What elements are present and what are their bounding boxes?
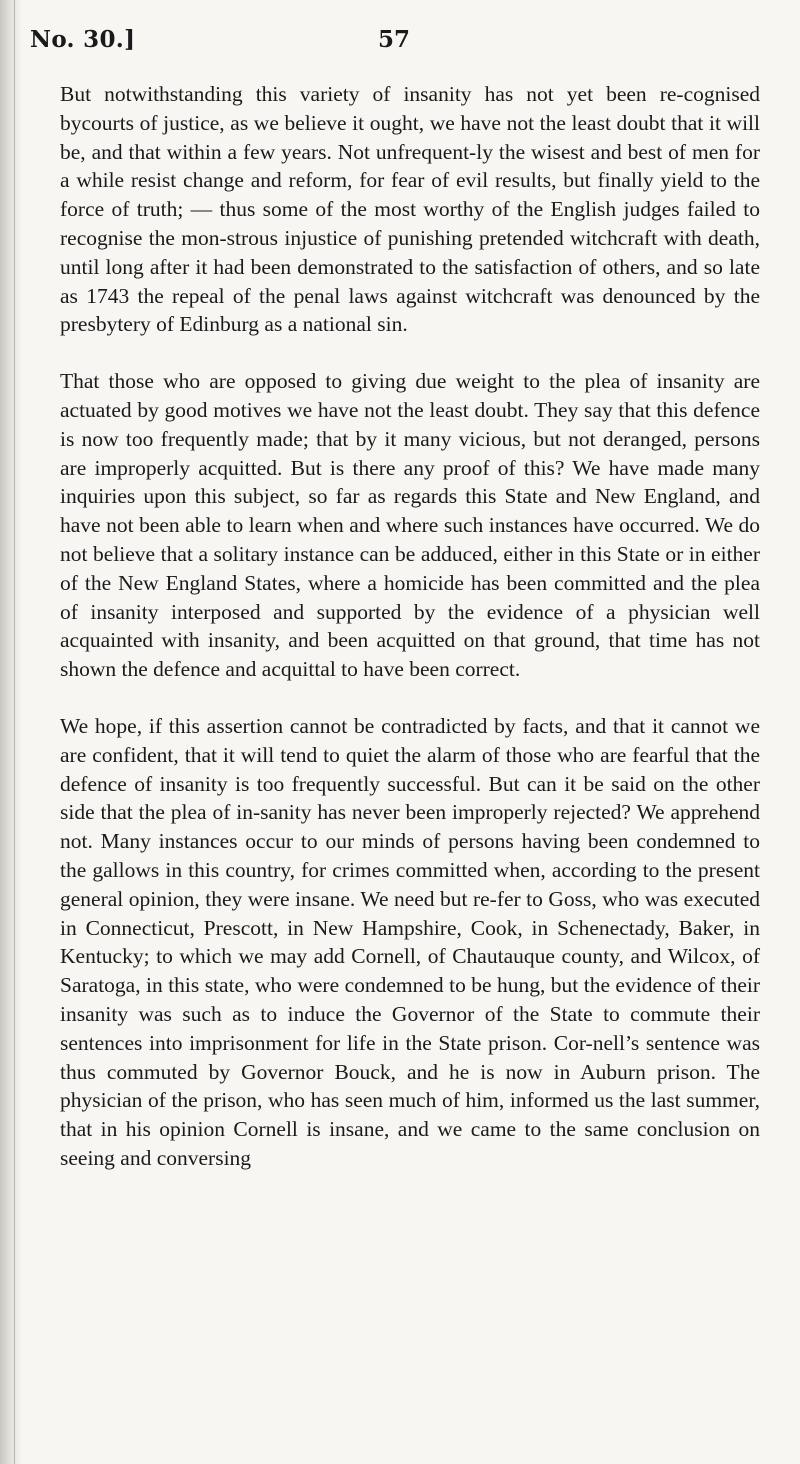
running-header: No. 30.]	[30, 26, 136, 53]
paragraph-2: That those who are opposed to giving due weight to the plea of insanity are actuated by good motives we have not the least doubt. They say that this defence is now too frequently made; that by it many vicious, but not deranged, persons are improperly acquitted. But is there any proof of this? We have made many inquiries upon this subject, so far as regards this State and New England, and have not been able to learn when and where such instances have occurred. We do not believe that a solitary instance can be adduced, either in this State or in either of the New England States, where a homicide has been committed and the plea of insanity interposed and supported by the evidence of a physician well acquainted with insanity, and been acquitted on that ground, that time has not shown the defence and acquittal to have been correct.	[60, 369, 760, 682]
page-number: 57	[378, 26, 411, 53]
body-text	[60, 80, 760, 1201]
paragraph-3: We hope, if this assertion cannot be contradicted by facts, and that it cannot we are confident, that it will tend to quiet the alarm of those who are fearful that the defence of insanity is too frequently successful. But can it be said on the other side that the plea of in-sanity has never been improperly rejected? We apprehend not. Many instances occur to our minds of persons having been condemned to the gallows in this country, for crimes committed when, according to the present general opinion, they were insane. We need but re-fer to Goss, who was executed in Connecticut, Prescott, in New Hampshire, Cook, in Schenectady, Baker, in Kentucky; to which we may add Cornell, of Chautauque county, and Wilcox, of Saratoga, in this state, who were condemned to be hung, but the evidence of their insanity was such as to induce the Governor of the State to commute their sentences into imprisonment for life in the State prison. Cor-nell’s sentence was thus commuted by Governor Bouck, and he is now in Auburn prison. The physician of the prison, who has seen much of him, informed us the last summer, that in his opinion Cornell is insane, and we came to the same conclusion on seeing and conversing	[60, 713, 760, 1170]
binding-line	[14, 0, 15, 1464]
binding-gutter	[0, 0, 22, 1464]
paragraph-1: But notwithstanding this variety of insanity has not yet been re-cognised bycourts of justice, as we believe it ought, we have not the least doubt that it will be, and that within a few years. Not unfrequent-ly the wisest and best of men for a while resist change and reform, for fear of evil results, but finally yield to the force of truth; — thus some of the most worthy of the English judges failed to recognise the mon-strous injustice of punishing pretended witchcraft with death, until long after it had been demonstrated to the satisfaction of others, and so late as 1743 the repeal of the penal laws against witchcraft was denounced by the presbytery of Edinburg as a national sin.	[60, 82, 760, 337]
